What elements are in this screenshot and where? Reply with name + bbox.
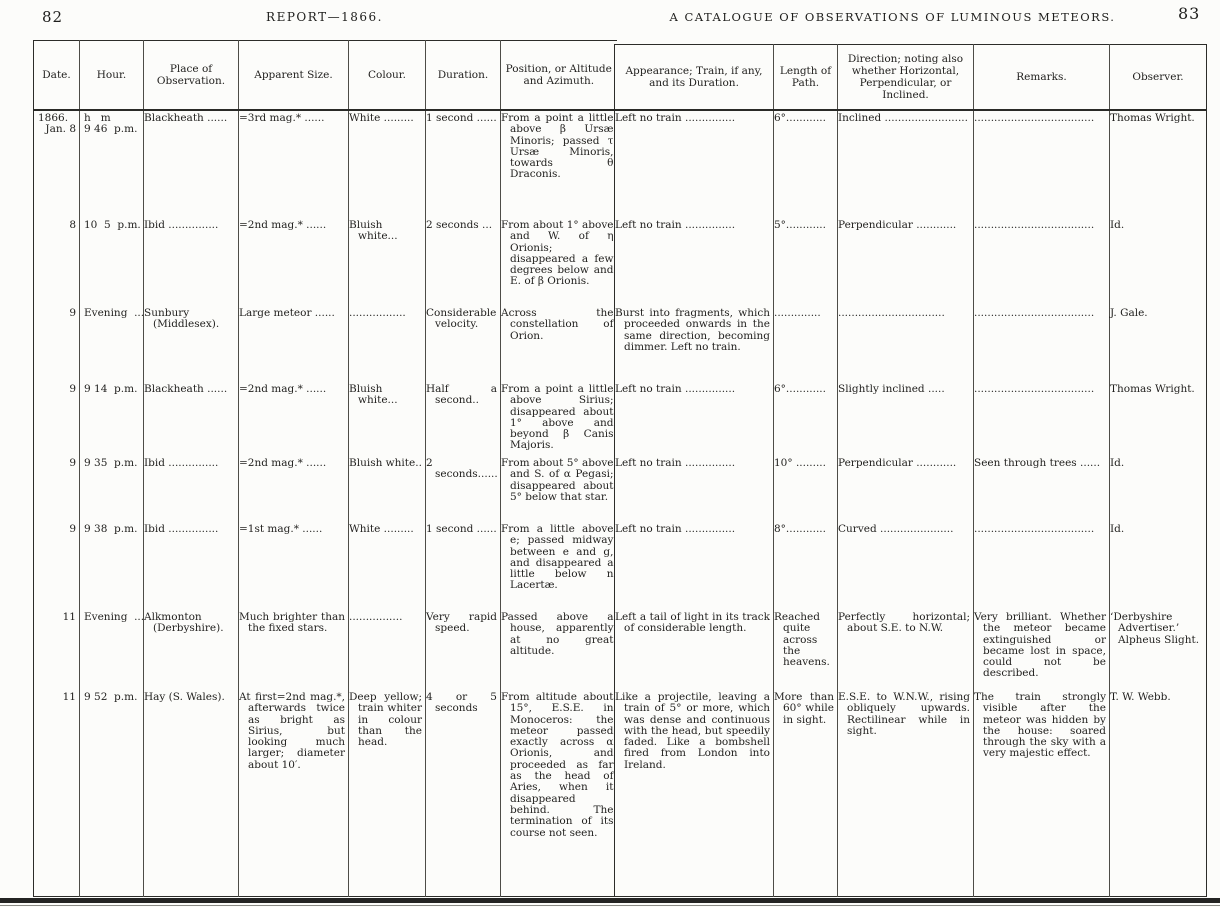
cell-hour: Evening ...: [80, 306, 144, 382]
cell-direction: Perfectly horizontal; about S.E. to N.W.: [838, 610, 974, 690]
cell-place: Alkmonton (Derbyshire).: [144, 610, 239, 690]
cell-observer: J. Gale.: [1110, 306, 1207, 382]
cell-duration: Considerable velocity.: [426, 306, 501, 382]
cell-appearance: Burst into fragments, which proceeded onwards in the same direction, becoming dimmer. Left no train.: [615, 307, 770, 353]
cell-position: From a little above e; passed midway between e and g, and disappeared a little below n Lacertæ.: [501, 522, 617, 610]
cell-remarks: Very brilliant. Whether the meteor became extinguished or became lost in space, could not be described.: [974, 610, 1110, 690]
cell-duration: Half a second..: [426, 382, 501, 456]
cell-size: =2nd mag.* ......: [239, 218, 349, 306]
table-row: [615, 382, 1207, 456]
page-number-left: 82: [42, 8, 64, 26]
cell-direction: Curved ......................: [838, 522, 974, 610]
cell-duration: 2 seconds......: [426, 456, 501, 522]
table-row: [34, 456, 617, 522]
cell-hour: 9 52 p.m.: [80, 690, 144, 897]
meteor-table-left-page: [33, 40, 617, 897]
cell-hour: 10 5 p.m.: [80, 218, 144, 306]
cell-colour: Deep yellow; train whiter in colour than the head.: [349, 690, 426, 897]
table-row: [34, 690, 617, 897]
header-row-right: [615, 45, 1207, 111]
cell-length-of-path: 6°............: [774, 110, 838, 218]
cell-duration: 4 or 5 seconds: [426, 690, 501, 897]
hour-units-label: h m: [84, 112, 111, 124]
cell-size: At first=2nd mag.*, afterwards twice as bright as Sirius, but looking much larger; diameter about 10′.: [239, 690, 349, 897]
cell-appearance: Left no train ...............: [615, 219, 736, 231]
cell-colour: .................: [349, 306, 426, 382]
cell-hour: h m 9 46 p.m.: [80, 110, 144, 218]
cell-duration: 1 second ......: [426, 522, 501, 610]
cell-duration: 2 seconds ...: [426, 218, 501, 306]
column-header-appearance: Appearance; Train, if any, and its Duration.: [615, 45, 774, 111]
cell-date: 9: [69, 457, 76, 469]
cell-size: =3rd mag.* ......: [239, 110, 349, 218]
cell-hour: 9 14 p.m.: [80, 382, 144, 456]
column-header-duration: Duration.: [426, 41, 501, 111]
cell-remarks: The train strongly visible after the meteor was hidden by the house: soared through the sky with a very majestic effect.: [974, 690, 1110, 897]
cell-size: Much brighter than the fixed stars.: [239, 610, 349, 690]
cell-place: Ibid ...............: [144, 456, 239, 522]
cell-observer: Id.: [1110, 522, 1207, 610]
page-number-right: 83: [1178, 4, 1201, 23]
cell-duration: Very rapid speed.: [426, 610, 501, 690]
table-row: [34, 522, 617, 610]
cell-appearance: Left no train ...............: [615, 112, 736, 124]
cell-hour: Evening ...: [80, 610, 144, 690]
cell-remarks: ....................................: [974, 522, 1110, 610]
cell-colour: ................: [349, 610, 426, 690]
meteor-table-right-page: [614, 44, 1207, 897]
column-header-position: Position, or Altitude and Azimuth.: [501, 41, 617, 111]
cell-remarks: Seen through trees ......: [974, 456, 1110, 522]
table-row: [34, 110, 617, 218]
table-row: [34, 610, 617, 690]
column-header-size: Apparent Size.: [239, 41, 349, 111]
cell-appearance: Left a tail of light in its track of considerable length.: [615, 611, 770, 635]
cell-length-of-path: 5°............: [774, 218, 838, 306]
column-header-place: Place of Observation.: [144, 41, 239, 111]
table-row: [615, 690, 1207, 897]
column-header-colour: Colour.: [349, 41, 426, 111]
cell-appearance: Left no train ...............: [615, 457, 736, 469]
cell-hour: 9 35 p.m.: [80, 456, 144, 522]
cell-position: Across the constellation of Orion.: [501, 306, 617, 382]
cell-remarks: ....................................: [974, 306, 1110, 382]
column-header-remarks: Remarks.: [974, 45, 1110, 111]
cell-direction: Inclined .........................: [838, 110, 974, 218]
table-row: [615, 110, 1207, 218]
cell-date: 11: [62, 691, 76, 703]
cell-position: From about 5° above and S. of α Pegasi; disappeared about 5° below that star.: [501, 456, 617, 522]
cell-length-of-path: Reached quite across the heavens.: [774, 610, 838, 690]
column-header-observer: Observer.: [1110, 45, 1207, 111]
scan-bottom-hairline: [0, 905, 1220, 906]
cell-date: 1866. Jan. 8: [38, 112, 76, 136]
cell-observer: Thomas Wright.: [1110, 110, 1207, 218]
cell-date: 11: [62, 611, 76, 623]
header-row-left: [34, 41, 617, 111]
cell-length-of-path: 10° .........: [774, 456, 838, 522]
table-row: [615, 610, 1207, 690]
cell-appearance: Left no train ...............: [615, 523, 736, 535]
cell-colour: Bluish white..: [349, 456, 426, 522]
cell-size: Large meteor ......: [239, 306, 349, 382]
cell-place: Blackheath ......: [144, 110, 239, 218]
cell-colour: White .........: [349, 110, 426, 218]
cell-date: 9: [69, 307, 76, 319]
cell-observer: T. W. Webb.: [1110, 690, 1207, 897]
table-row: [615, 456, 1207, 522]
table-row: [34, 218, 617, 306]
cell-position: From about 1° above and W. of η Orionis; disappeared a few degrees below and E. of β Orionis.: [501, 218, 617, 306]
cell-length-of-path: 8°............: [774, 522, 838, 610]
cell-remarks: ....................................: [974, 382, 1110, 456]
running-title-left: REPORT—1866.: [266, 10, 383, 24]
cell-hour: 9 38 p.m.: [80, 522, 144, 610]
cell-colour: White .........: [349, 522, 426, 610]
cell-place: Ibid ...............: [144, 522, 239, 610]
cell-date: 8: [69, 219, 76, 231]
cell-observer: Thomas Wright.: [1110, 382, 1207, 456]
table-row: [34, 382, 617, 456]
cell-remarks: ....................................: [974, 218, 1110, 306]
cell-date: 9: [69, 523, 76, 535]
cell-direction: ................................: [838, 306, 974, 382]
column-header-date: Date.: [34, 41, 80, 111]
cell-length-of-path: ..............: [774, 306, 838, 382]
cell-colour: Bluish white...: [349, 218, 426, 306]
cell-length-of-path: 6°............: [774, 382, 838, 456]
cell-position: From altitude about 15°, E.S.E. in Monoceros: the meteor passed exactly across α Orionis, and proceeded as far as the head of Aries, when it disappeared behind. The termination of its course not seen.: [501, 690, 617, 897]
cell-place: Blackheath ......: [144, 382, 239, 456]
table-row: [615, 218, 1207, 306]
cell-size: =2nd mag.* ......: [239, 456, 349, 522]
cell-size: =2nd mag.* ......: [239, 382, 349, 456]
cell-length-of-path: More than 60° while in sight.: [774, 690, 838, 897]
year-label: 1866.: [38, 112, 69, 124]
cell-remarks: ....................................: [974, 110, 1110, 218]
cell-observer: ‘Derbyshire Advertiser.’ Alpheus Slight.: [1110, 610, 1207, 690]
cell-position: From a point a little above Sirius; disappeared about 1° above and beyond β Canis Majoris.: [501, 382, 617, 456]
cell-place: Hay (S. Wales).: [144, 690, 239, 897]
cell-direction: E.S.E. to W.N.W., rising obliquely upwards. Rectilinear while in sight.: [838, 690, 974, 897]
column-header-direction: Direction; noting also whether Horizontal, Perpendicular, or Inclined.: [838, 45, 974, 111]
cell-observer: Id.: [1110, 456, 1207, 522]
cell-place: Sunbury (Middlesex).: [144, 306, 239, 382]
cell-direction: Perpendicular ............: [838, 218, 974, 306]
cell-direction: Perpendicular ............: [838, 456, 974, 522]
cell-size: =1st mag.* ......: [239, 522, 349, 610]
running-title-right: A CATALOGUE OF OBSERVATIONS OF LUMINOUS METEORS.: [669, 10, 1116, 24]
cell-date: 9: [69, 383, 76, 395]
table-row: [34, 306, 617, 382]
column-header-hour: Hour.: [80, 41, 144, 111]
cell-colour: Bluish white...: [349, 382, 426, 456]
table-row: [615, 522, 1207, 610]
cell-duration: 1 second ......: [426, 110, 501, 218]
cell-place: Ibid ...............: [144, 218, 239, 306]
cell-appearance: Like a projectile, leaving a train of 5° or more, which was dense and continuous with the head, but speedily faded. Like a bombshell fired from London into Ireland.: [615, 691, 770, 771]
scan-bottom-edge: [0, 898, 1220, 903]
cell-appearance: Left no train ...............: [615, 383, 736, 395]
cell-position: Passed above a house, apparently at no great altitude.: [501, 610, 617, 690]
column-header-length-of-path: Length of Path.: [774, 45, 838, 111]
cell-direction: Slightly inclined .....: [838, 382, 974, 456]
table-row: [615, 306, 1207, 382]
cell-position: From a point a little above β Ursæ Minoris; passed τ Ursæ Minoris, towards θ Draconis.: [501, 110, 617, 218]
cell-observer: Id.: [1110, 218, 1207, 306]
